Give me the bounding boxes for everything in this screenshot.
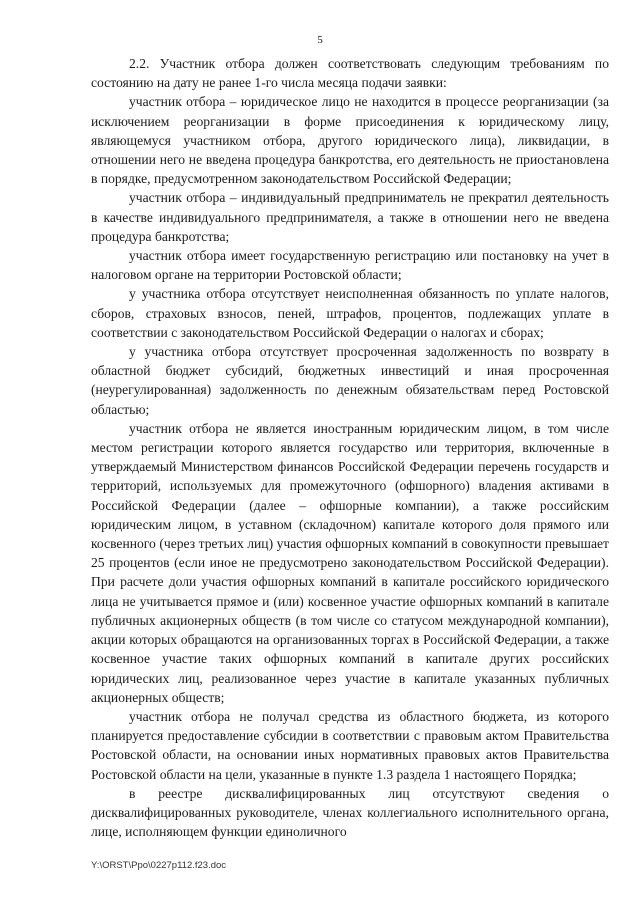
paragraph-requirements-intro: 2.2. Участник отбора должен соответствовать следующим требованиям по состоянию на дату не ранее 1-го числа месяца подачи заявки: xyxy=(91,56,609,91)
paragraph-no-tax-debt: у участника отбора отсутствует неисполненная обязанность по уплате налогов, сборов, страховых взносов, пеней, штрафов, процентов, подлежащих уплате в соответствии с законодательством Российской Федерации о налогах и сборах; xyxy=(91,286,609,340)
page-number: 5 xyxy=(317,34,323,46)
paragraph-entrepreneur-active: участник отбора – индивидуальный предприниматель не прекратил деятельность в качестве индивидуального предпринимателя, а также в отношении него не введена процедура банкротства; xyxy=(91,190,609,244)
document-body xyxy=(91,54,609,841)
paragraph-disqualified-registry: в реестре дисквалифицированных лиц отсутствуют сведения о дисквалифицированных руководителе, членах коллегиального исполнительного органа, лице, исполняющем функции единоличного xyxy=(91,785,609,840)
paragraph-no-overdue-debt: у участника отбора отсутствует просроченная задолженность по возврату в областной бюджет субсидий, бюджетных инвестиций и иная просроченная (неурегулированная) задолженность по денежным обязательствам перед Ростовской областью; xyxy=(91,344,609,417)
paragraph-not-foreign-entity: участник отбора не является иностранным юридическим лицом, в том числе местом регистрации которого является государство или территория, включенные в утверждаемый Министерством финансов Российской Федерации перечень государств и территорий, используемых для промежуточного (офшорного) владения активами в Российской Федерации (далее – офшорные компании), а также российским юридическим лицом, в уставном (складочном) капитале которого доля прямого или косвенного (через третьих лиц) участия офшорных компаний в совокупности превышает 25 процентов (если иное не предусмотрено законодательством Российской Федерации). При расчете доли участия офшорных компаний в капитале российского юридического лица не учитывается прямое и (или) косвенное участие офшорных компаний в капитале публичных акционерных обществ (в том числе со статусом международной компании), акции которых обращаются на организованных торгах в Российской Федерации, а также косвенное участие таких офшорных компаний в капитале других российских юридических лиц, реализованное через участие в капитале указанных публичных акционерных обществ; xyxy=(91,420,609,705)
footer-file-path: Y:\ORST\Ppo\0227p112.f23.doc xyxy=(91,860,227,871)
paragraph-state-registration: участник отбора имеет государственную регистрацию или постановку на учет в налоговом органе на территории Ростовской области; xyxy=(91,248,609,283)
paragraph-no-prior-funding: участник отбора не получал средства из областного бюджета, из которого планируется предоставление субсидии в соответствии с правовым актом Правительства Ростовской области, на основании иных нормативных правовых актов Правительства Ростовской области на цели, указанные в пункте 1.3 раздела 1 настоящего Порядка; xyxy=(91,708,609,782)
paragraph-legal-entity-not-reorganized: участник отбора – юридическое лицо не находится в процессе реорганизации (за исключением реорганизации в форме присоединения к юридическому лицу, являющемуся участником отбора, другого юридического лица), ликвидации, в отношении него не введена процедура банкротства, его деятельность не приостановлена в порядке, предусмотренном законодательством Российской Федерации; xyxy=(91,94,609,187)
